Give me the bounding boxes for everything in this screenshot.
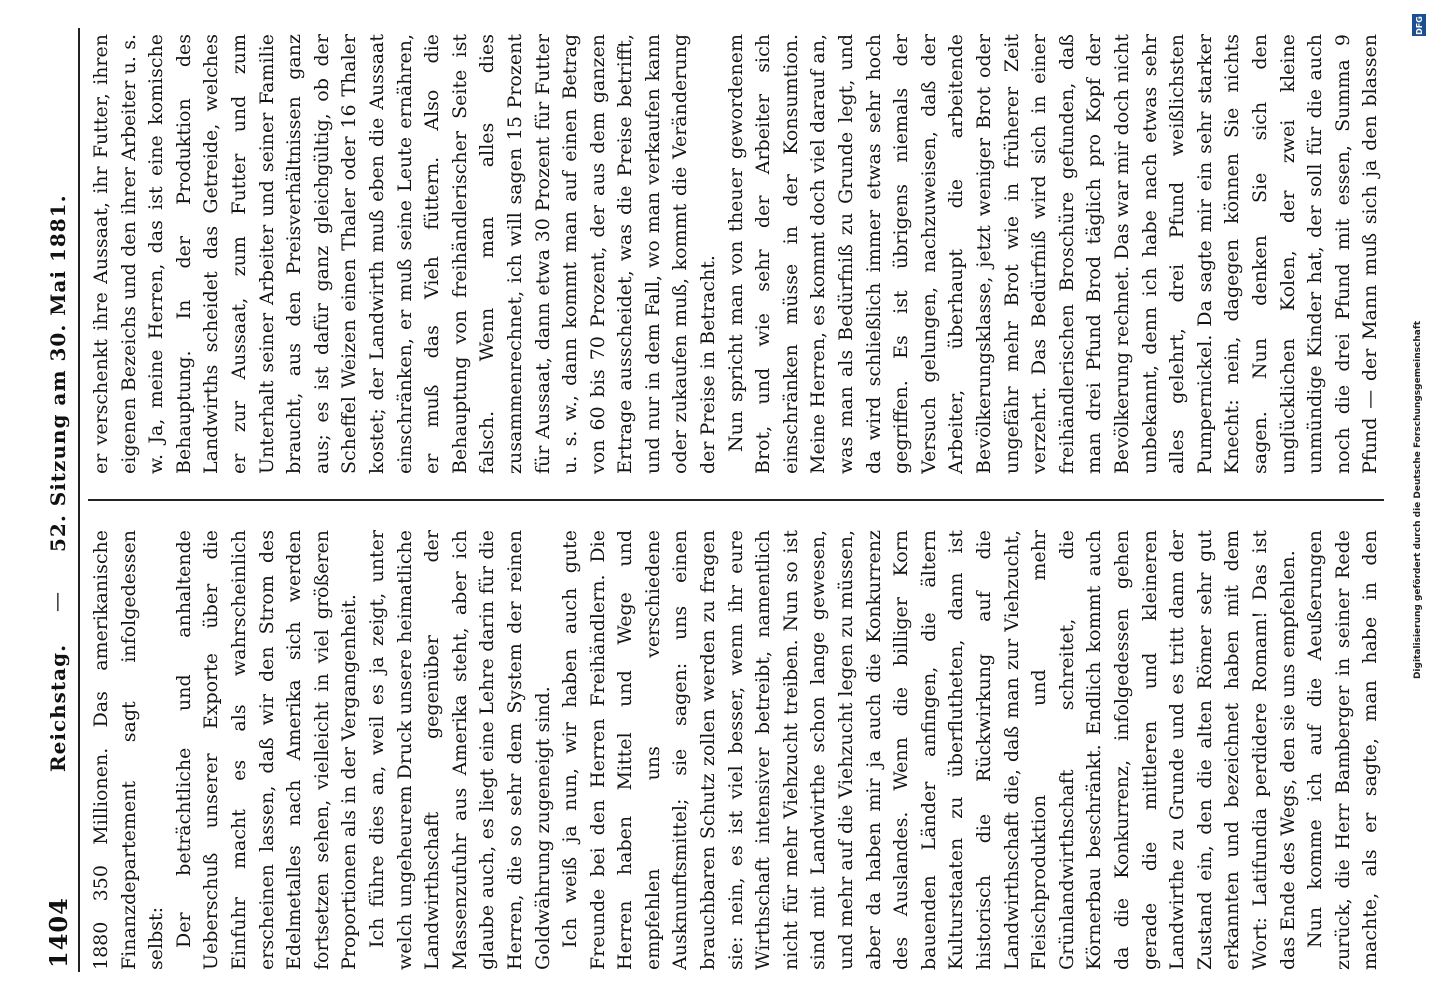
paragraph: Nun spricht man von theuer gewordenem Brot, und wie sehr der Arbeiter sich einschränken müsse in der Konsumtion. Meine Herren, es kommt doch viel darauf an, was man als Bedürfniß zu Grunde legt, und da wird schließlich immer etwas sehr hoch gegriffen. Es ist übrigens niemals der Versuch gelungen, nachzuweisen, daß der Arbeiter, überhaupt die arbeitende Bevölkerungsklasse, jetzt weniger Brot oder ungefähr mehr Brot wie in früherer Zeit verzehrt. Das Bedürfniß wird sich in einer freihändlerischen Broschüre gefunden, daß man drei Pfund Brod täglich pro Kopf der Bevölkerung rechnet. Das war mir doch nicht unbekannt, denn ich habe nach etwas sehr alles gelehrt, drei Pfund weißlichsten Pumpernickel. Da sagte mir ein sehr starker Knecht: nein, dagegen können Sie nichts sagen. Nun denken Sie sich den unglücklichen Kolen, der zwei kleine unmündige Kinder hat, der soll für die auch noch die drei Pfund mit essen, Summa 9 Pfund — der Mann muß sich ja den blassen: [724, 34, 1382, 474]
rotated-newspaper-page: [36, 20, 1396, 980]
paragraph: Ich weiß ja nun, wir haben auch gute Freunde bei den Herren Freihändlern. Die Herren haben Mittel und Wege und empfehlen uns verschiedene Ausknunftsmittel; sie sagen: uns einen brauchbaren Schutz zollen werden zu fragen sie: nein, es ist viel besser, wenn ihr eure Wirthschaft intensiver betreibt, namentlich nicht für mehr Viehzucht treiben. Nun so ist sind mit Landwirthe schon lange gewesen, und mehr auf die Viehzucht legen zu müssen, aber da haben mir ja auch die Konkurrenz des Auslandes. Wenn die billiger Korn bauenden Länder anfingen, die ältern Kulturstaaten zu überflutheten, dann ist historisch die Rückwirkung auf die Landwirthschaft die, daß man zur Viehzucht, Fleischproduktion und mehr Grünlandwirthschaft schreitet, die Körnerbau beschränkt. Endlich kommt auch da die Konkurrenz, infolgedessen gehen gerade die mittleren und kleineren Landwirthe zu Grunde und es tritt dann der Zustand ein, den die alten Römer sehr gut erkannten und bezeichnet haben mit dem Wort: Latifundia perdidere Romam! Das ist das Ende des Wegs, den sie uns empfehlen.: [559, 530, 1299, 970]
paragraph: 1880 350 Millionen. Das amerikanische Finanzdepartement sagt infolgedessen selbst:: [90, 530, 168, 970]
paragraph: Ich führe dies an, weil es ja zeigt, unter welch ungeheurem Druck unsere heimatliche Landwirthschaft gegenüber der Massenzufuhr aus Amerika steht, aber ich glaube auch, es liegt eine Lehre darin für die Herren, die so sehr dem System der reinen Goldwährung zugeneigt sind.: [365, 530, 554, 970]
paragraph: Der beträchtliche und anhaltende Ueberschuß unserer Exporte über die Einfuhr macht es als wahrscheinlich erscheinen lassen, daß wir den Strom des Edelmetalles nach Amerika sich werden fortsetzen sehen, vielleicht in viel größeren Proportionen als in der Vergangenheit.: [172, 530, 361, 970]
header-dash: —: [44, 592, 68, 612]
column-divider: [88, 499, 1384, 501]
header-right-title: 52. Sitzung am 30. Mai 1881.: [46, 194, 70, 552]
digitization-note-text: Digitalisierung gefördert durch die Deutsche Forschungsgemeinschaft: [1413, 320, 1423, 680]
right-column: [88, 34, 1384, 474]
header-left-title: Reichstag.: [46, 643, 70, 772]
paragraph: Nun komme ich auf die Aeußerungen zurück, die Herr Bamberger in seiner Rede machte, als er sagte, man habe in den: [1304, 530, 1382, 970]
page-header: [38, 28, 80, 972]
left-column: [88, 530, 1384, 970]
dfg-logo-text: DFG: [1414, 15, 1424, 35]
dfg-logo: [1412, 14, 1426, 36]
page-number: 1404: [44, 897, 73, 968]
paragraph: er verschenkt ihre Aussaat, ihr Futter, ihren eigenen Bezeichs und den ihrer Arbeiter u. s. w. Ja, meine Herren, das ist eine komische Behauptung. In der Produktion des Landwirths scheidet das Getreide, welches er zur Aussaat, zum Futter und zum Unterhalt seiner Arbeiter und seiner Familie braucht, aus den Preisverhältnissen ganz aus; es ist dafür ganz gleichgültig, ob der Scheffel Weizen einen Thaler oder 16 Thaler kostet; der Landwirth muß eben die Aussaat einschränken, er muß seine Leute ernähren, er muß das Vieh füttern. Also die Behauptung von freihändlerischer Seite ist falsch. Wenn man alles dies zusammenrechnet, ich will sagen 15 Prozent für Aussaat, dann etwa 30 Prozent für Futter u. s. w., dann kommt man auf einen Betrag von 60 bis 70 Prozent, der aus dem ganzen Ertrage ausscheidet, was die Preise betrifft, und nur in dem Fall, wo man verkaufen kann oder zukaufen muß, kommt die Veränderung der Preise in Betracht.: [90, 34, 720, 474]
page-inner: [36, 20, 1396, 980]
